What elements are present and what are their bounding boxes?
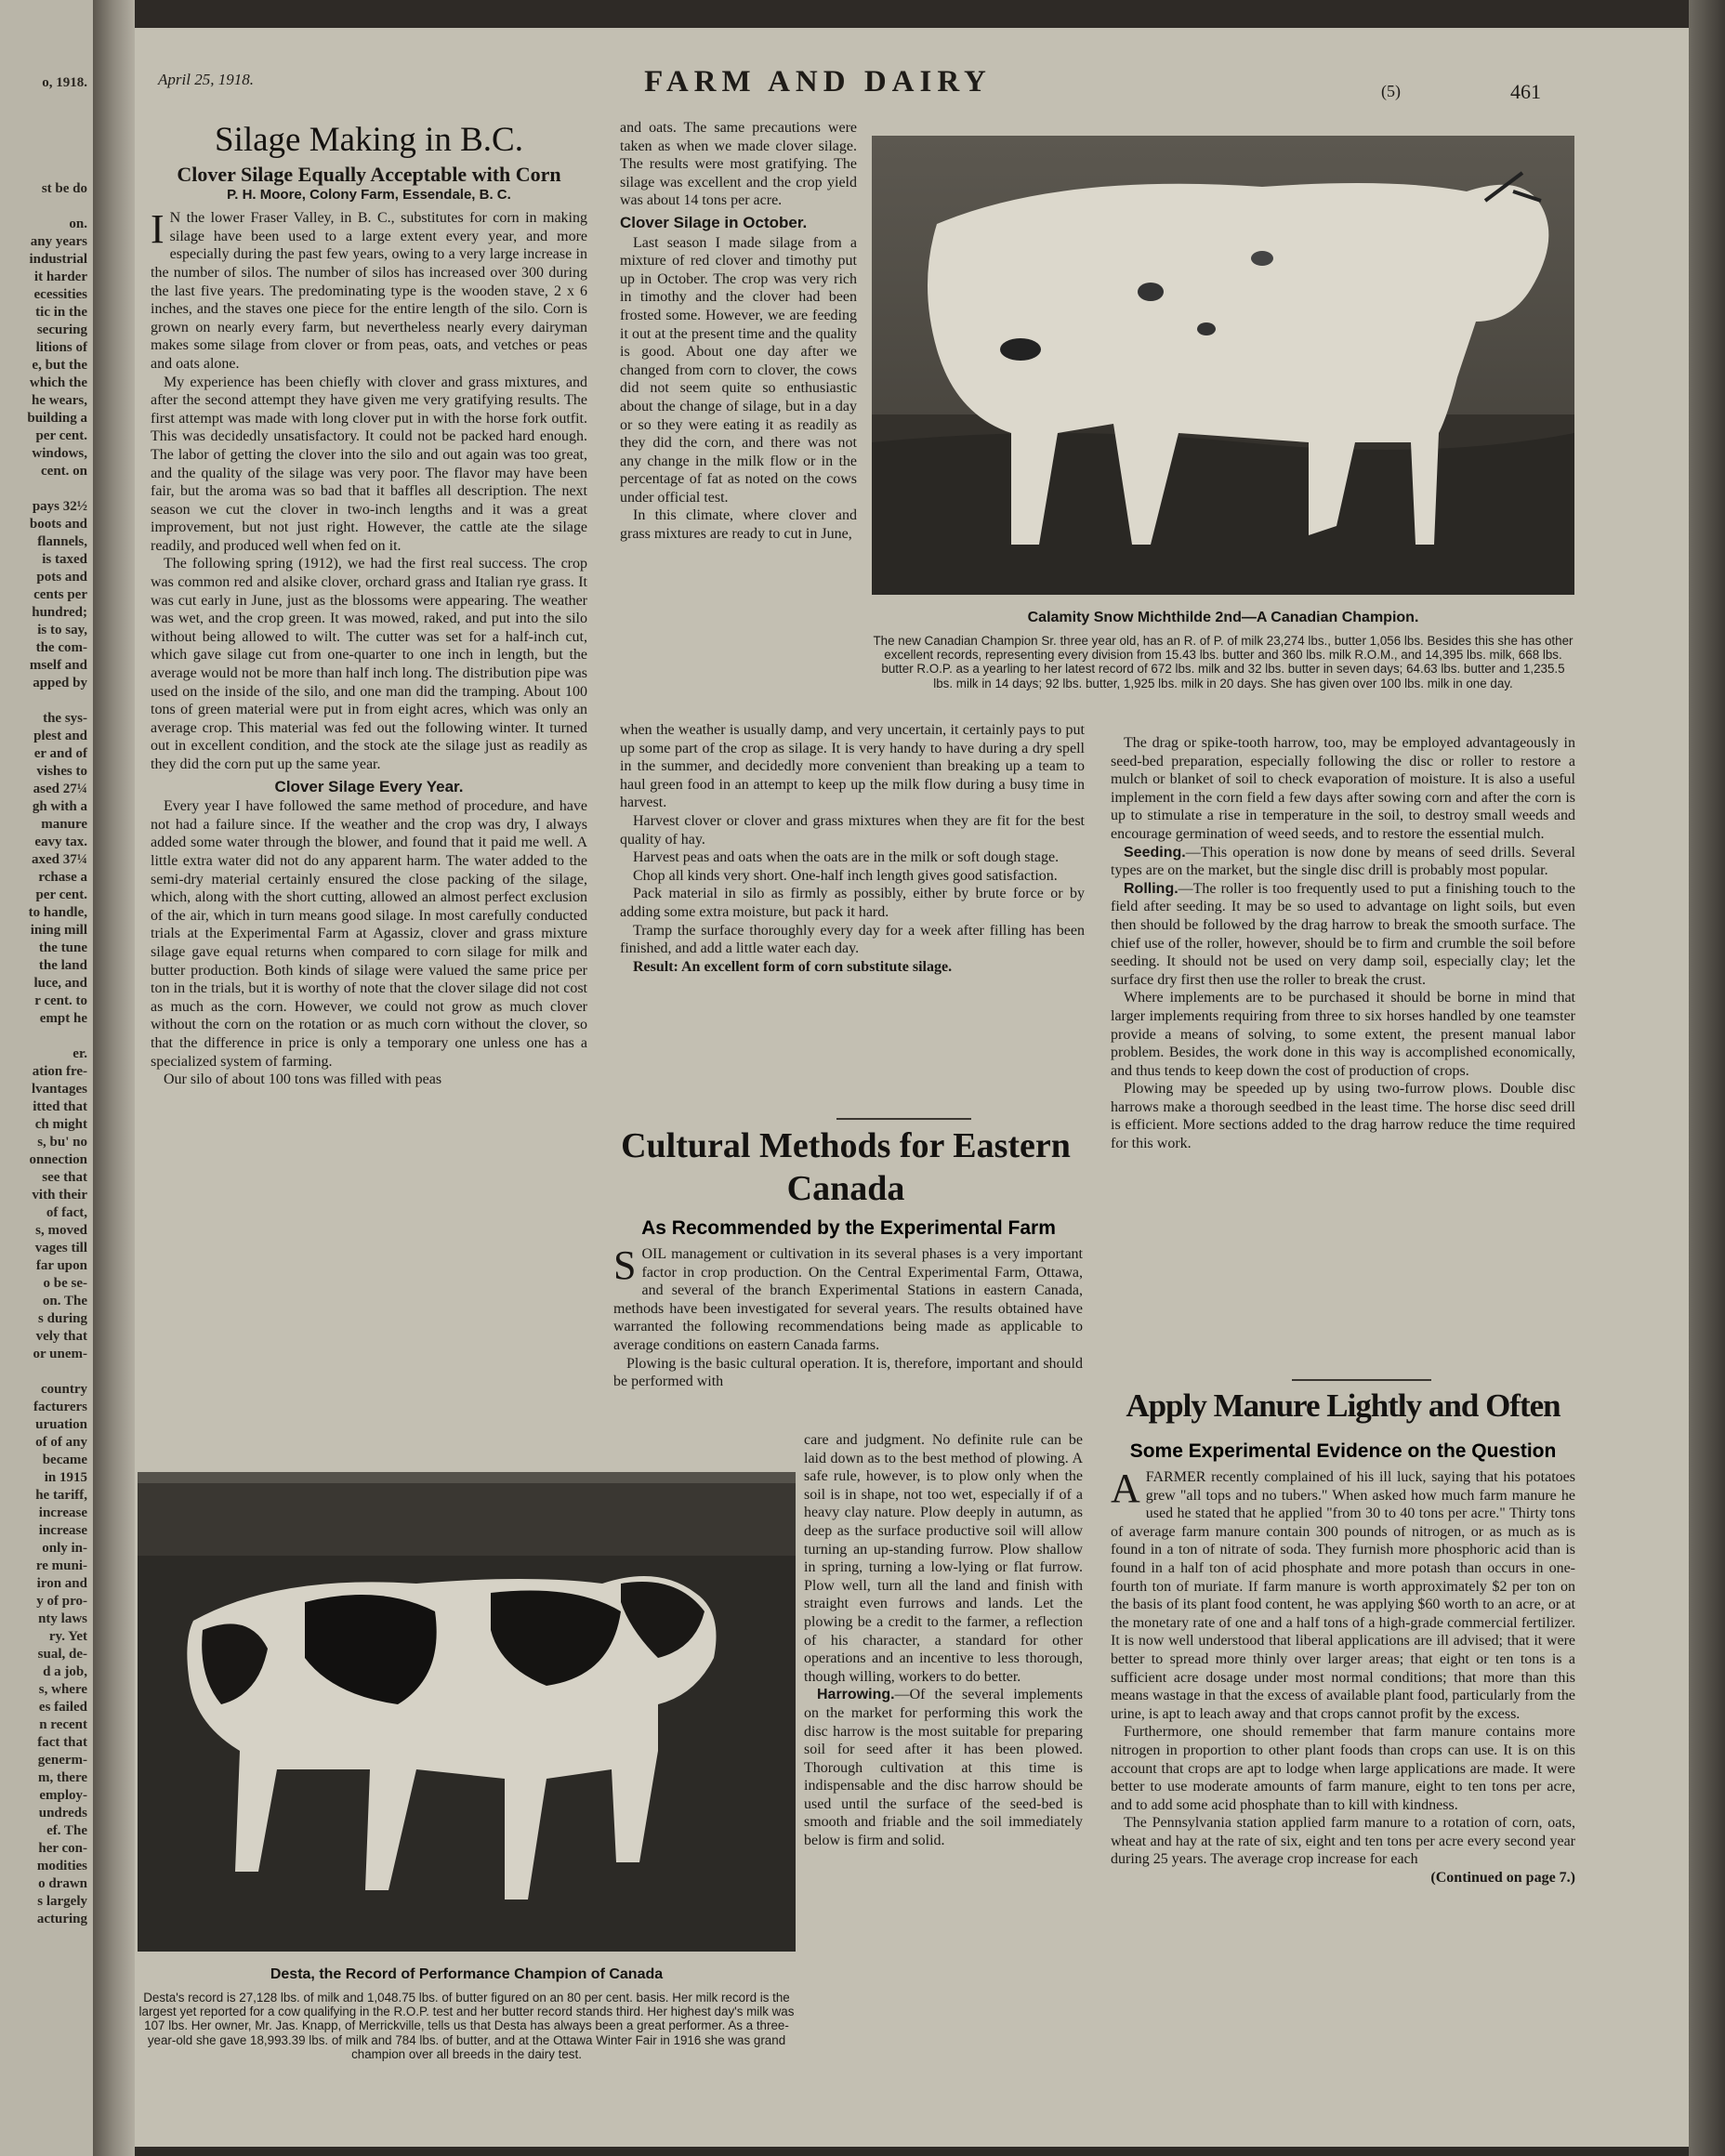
paragraph: Chop all kinds very short. One-half inch length gives good satisfaction. (633, 867, 1058, 884)
paragraph: when the weather is usually damp, and very uncertain, it certainly pays to put up some part of the crop as silage. It is very handy to have during a dry spell in the summer, and decidedly more convenient than breaking up a team to haul green food in an attempt to keep up the milk flow during a busy time in harvest. (620, 722, 1085, 811)
paragraph: Plowing is the basic cultural operation. It is, therefore, important and should be performed with (613, 1355, 1083, 1390)
previous-page-fragment: o be se- (43, 1276, 87, 1291)
previous-page-fragment: the com- (35, 640, 87, 655)
paragraph: Every year I have followed the same method of procedure, and have not had a failure since. If the weather and the crop was dry, I always added some water through the blower, and found that it paid me well. A little extra water did not do any apparent harm. The water added to the semi-dry material certainly ensured the close packing of the silage, which, along with the short cutting, allowed an almost perfect exclusion of the air, which in turn means good silage. In most carefully conducted trials at the Experimental Farm at Agassiz, clover and grass mixture silage gave equal returns when compared to corn silage for milk and butter production. Both kinds of silage were valued the same price per ton in the trials, but it is worthy of note that the clover silage did not cost as much as the corn. However, we could not grow as much clover without the corn on the rotation or as much corn without the clover, so that the difference in price is only a temporary one unless one has a specialized system of farming. (151, 798, 587, 1070)
previous-page-fragment: nty laws (38, 1611, 87, 1626)
paragraph: Tramp the surface thoroughly every day for a week after filling has been finished, and add a little water each day. (620, 922, 1085, 957)
previous-page-fragment: per cent. (35, 428, 87, 443)
article-cultural-column-right (1111, 734, 1575, 1375)
previous-page-fragment: s, bu' no (37, 1135, 87, 1150)
cow-illustration (872, 136, 1574, 595)
previous-page-fragment: facturers (33, 1400, 87, 1414)
page-number: 461 (1510, 80, 1541, 103)
divider-rule (1292, 1379, 1431, 1381)
previous-page-fragment: ry. Yet (48, 1629, 87, 1644)
photo-caption-title: Desta, the Record of Performance Champion of Canada (270, 1966, 664, 1982)
previous-page-fragment: vith their (32, 1188, 87, 1203)
previous-page-fragment: ased 27¼ (33, 782, 87, 796)
previous-page-fragment: it harder (33, 270, 87, 284)
previous-page-fragment: on. The (42, 1294, 87, 1308)
article-cultural-headline: Cultural Methods for Eastern Canada (621, 1126, 1071, 1208)
paragraph: Furthermore, one should remember that farm manure contains more nitrogen in proportion to other plant foods than crops can use. It is on this account that crops are apt to lodge when large applications are made. It were better to use moderate amounts of farm manure, eight to ten tons per acre, and to add some acid phosphate than to kill with kindness. (1111, 1724, 1575, 1813)
previous-page-fragment: hundred; (32, 605, 87, 620)
previous-page-fragment: industrial (29, 252, 87, 267)
paragraph: Harvest clover or clover and grass mixtures when they are fit for the best quality of hay. (620, 812, 1085, 848)
article-silage-headline: Silage Making in B.C. (215, 121, 523, 159)
previous-page-fragment: s largely (37, 1894, 87, 1909)
paragraph: and oats. The same precautions were taken as when we made clover silage. The results were most gratifying. The silage was excellent and the crop yield was about 14 tons per acre. (620, 120, 857, 209)
paragraph: —This operation is now done by means of seed drills. Several types are on the market, but the single disc drill is probably most popular. (1111, 844, 1575, 879)
previous-page-fragment: ch might (34, 1117, 87, 1132)
previous-page-fragment: axed 37¼ (32, 852, 87, 867)
previous-page-fragment: pots and (36, 570, 87, 585)
previous-page-fragment: or unem- (33, 1347, 87, 1361)
previous-page-fragment: tic in the (35, 305, 87, 320)
previous-page-fragment: empt he (39, 1011, 87, 1026)
previous-page-fragment: plest and (33, 729, 87, 743)
previous-page-fragment: flannels, (37, 534, 87, 549)
previous-page-fragment: is to say, (37, 623, 87, 638)
paragraph: The following spring (1912), we had the first real success. The crop was common red and alsike clover, orchard grass and Italian rye grass. It was cut early in June, just as the blossoms were appearing. The weather was wet, and the crop green. It was mowed, raked, and put into the silo without being allowed to wilt. The cutter was set for a half-inch cut, which gave silage cut from one-quarter to one inch in length, but the average would not be more than half inch long. The distribution pipe was used on the inside of the silo, and one man did the tramping. About 100 tons of green material were put in from eight acres, which was only an average crop. This material was fed out the following winter. It turned out in excellent condition, and the stock ate the silage just as readily as they did the corn put up the same year. (151, 556, 587, 772)
inline-label-seeding: Seeding. (1124, 844, 1186, 861)
previous-page-fragment: per cent. (35, 887, 87, 902)
previous-page-fragment: y of pro- (36, 1594, 87, 1609)
previous-page-fragment: eavy tax. (34, 835, 87, 849)
previous-page-fragment: to handle, (28, 905, 87, 920)
previous-page-fragment: the sys- (43, 711, 87, 726)
previous-page-fragment: fact that (37, 1735, 87, 1750)
previous-page-fragment: re muni- (35, 1558, 87, 1573)
article-manure-headline: Apply Manure Lightly and Often (1126, 1387, 1560, 1424)
previous-page-fragment: only in- (42, 1541, 87, 1556)
previous-page-fragment (0, 92, 93, 110)
issue-date: April 25, 1918. (158, 71, 254, 88)
article-silage-column-1 (151, 119, 587, 1420)
previous-page-fragment: he tariff, (35, 1488, 87, 1503)
previous-page-fragment: acturing (36, 1912, 87, 1926)
paragraph: —The roller is too frequently used to put a finishing touch to the field after seeding. It may be so used to advantage on light soils, but even then should be followed by the drag harrow to break the smooth surface. The chief use of the roller, however, should be to firm and crumble the soil before seeding. It should not be used on very damp soil, especially clay; let the surface dry first then use the roller to break the crust. (1111, 880, 1575, 988)
previous-page-fragment: increase (38, 1505, 87, 1520)
previous-page-fragment: o drawn (38, 1876, 87, 1891)
divider-rule (836, 1118, 971, 1120)
article-silage-byline: P. H. Moore, Colony Farm, Essendale, B. C. (227, 186, 511, 203)
previous-page-fragment: windows, (32, 446, 87, 461)
previous-page-fragment: cents per (33, 587, 87, 602)
previous-page-fragment: litions of (35, 340, 87, 355)
dropcap-i: I (151, 206, 165, 253)
previous-page-fragment: vages till (34, 1241, 87, 1255)
article-silage-column-2 (620, 119, 857, 721)
previous-page-fragment: boots and (29, 517, 87, 532)
previous-page-fragment: cent. on (41, 464, 87, 479)
previous-page-fragment: increase (38, 1523, 87, 1538)
inline-label-rolling: Rolling. (1124, 880, 1179, 897)
binding-gutter (93, 0, 135, 2156)
previous-page-fragment: r cent. to (34, 993, 87, 1008)
previous-page-fragment: ation fre- (32, 1064, 87, 1079)
previous-page-fragment: e, but the (32, 358, 87, 373)
previous-page-fragment: iron and (36, 1576, 87, 1591)
previous-page-fragment: ining mill (30, 923, 87, 938)
previous-page-fragment: securing (36, 322, 87, 337)
previous-page-fragment (0, 692, 93, 710)
right-page-edge (1689, 0, 1725, 2156)
previous-page-fragment: pays 32½ (32, 499, 87, 514)
continued-note: (Continued on page 7.) (1430, 1870, 1575, 1886)
previous-page-fragment: es failed (38, 1700, 87, 1715)
previous-page-fragment: generm- (37, 1753, 87, 1768)
article-manure-body (1111, 1468, 1575, 2128)
previous-page-fragment (0, 110, 93, 127)
previous-page-fragment: employ- (39, 1788, 87, 1803)
previous-page-fragment (0, 163, 93, 180)
previous-page-fragment: ecessities (33, 287, 87, 302)
previous-page-fragment: sual, de- (37, 1647, 87, 1662)
previous-page-fragment (0, 127, 93, 145)
cow-illustration (138, 1472, 796, 1952)
paragraph: OIL management or cultivation in its several phases is a very important factor in crop production. On the Central Experimental Farm, Ottawa, and several of the branch Experimental Stations in eastern Canada, methods have been investigated for several years. The results obtained have warranted the following recommendations being made as applicable to average conditions on eastern Canada farms. (613, 1246, 1083, 1353)
photo-calamity-snow-michthilde (872, 136, 1574, 595)
previous-page-fragment: er. (72, 1046, 87, 1061)
previous-page-fragment (0, 198, 93, 216)
previous-page-fragment: of fact, (46, 1205, 87, 1220)
section-subhead: Clover Silage Every Year. (274, 777, 464, 795)
previous-page-fragment: apped by (33, 676, 87, 690)
previous-page-fragment: gh with a (32, 799, 87, 814)
previous-page-fragment: in 1915 (44, 1470, 87, 1485)
previous-page-fragment: is taxed (42, 552, 87, 567)
previous-page-edge (0, 0, 93, 2156)
dropcap-s: S (613, 1245, 637, 1288)
previous-page-fragment: o, 1918. (42, 75, 87, 90)
paragraph: N the lower Fraser Valley, in B. C., substitutes for corn in making silage have been used to a large extent every year, and more especially during the past few years, owing to a very large increase in the number of silos. The number of silos has increased over 300 during the last five years. The predominating type is the wooden stave, 2 x 6 inches, and the staves one piece for the entire length of the silo. Corn is grown on nearly every farm, but nevertheless nearly every dairyman makes some silage from clover or from peas, oats, and vetches or peas and oats alone. (151, 210, 587, 372)
previous-page-fragment: er and of (33, 746, 87, 761)
paragraph: Where implements are to be purchased it should be borne in mind that larger implements requiring from three to six horses handled by one teamster provide a means of solving, to some extent, the present manual labor problem. Besides, the work done in this way is accomplished economically, and thus tends to keep down the cost of production of crops. (1111, 990, 1575, 1079)
previous-page-fragment: country (41, 1382, 87, 1397)
paragraph: care and judgment. No definite rule can be laid down as to the best method of plowing. A safe rule, however, is to plow only when the soil is in shape, not too wet, especially if of a heavy clay nature. Plow deeply in autumn, as deep as the surface productive soil will allow turning an up-standing furrow. Plow shallow in spring, turning a low-lying or flat furrow. Plow well, turn all the land and finish with straight even furrows and lands. Let the plowing be a credit to the farmer, a reflection of his character, a standard for other operations and an incentive to less thorough, though willing, workers to do better. (804, 1432, 1083, 1685)
article-silage-recommendations (620, 721, 1085, 1121)
previous-page-fragment: luce, and (33, 976, 87, 991)
previous-page-fragment: far upon (35, 1258, 87, 1273)
paragraph: Last season I made silage from a mixture of red clover and timothy put up in October. The crop was very rich in timothy and the clover had been frosted some. However, we are feeding it out at the present time and the quality is good. About one day after we changed from corn to clover, the cows did not seem quite so enthusiastic about the change of silage, but in a day or so they were eating it as readily as they did the corn, and there was not any change in the milk flow or in the percentage of fat as noted on the cows under official test. (620, 234, 857, 506)
masthead-title: FARM AND DAIRY (644, 65, 992, 99)
previous-page-fragment: see that (42, 1170, 87, 1185)
previous-page-fragment: of of any (35, 1435, 87, 1450)
previous-page-fragment: itted that (33, 1099, 87, 1114)
photo-desta-champion (138, 1472, 796, 1952)
previous-page-fragment: mself and (29, 658, 87, 673)
photo-caption-body: Desta's record is 27,128 lbs. of milk and 1,048.75 lbs. of butter figured on an 80 per cent. basis. Her milk record is the largest yet reported for a cow qualifying in the R.O.P. test and her butter record stands third. Her highest day's milk was 107 lbs. Her owner, Mr. Jas. Knapp, of Merrickville, tells us that Desta has always been a great performer. As a three-year-old she gave 18,993.39 lbs. of milk and 784 lbs. of butter, and at the Ottawa Winter Fair in 1916 she was grand champion over all breeds in the dairy test. (138, 1991, 795, 2061)
previous-page-fragment (0, 480, 93, 498)
previous-page-fragment: the land (38, 958, 87, 973)
previous-page-fragment: modities (36, 1859, 87, 1873)
previous-page-fragment: m, there (37, 1770, 87, 1785)
previous-page-fragment: he wears, (32, 393, 87, 408)
previous-page-fragment: lvantages (32, 1082, 87, 1097)
article-cultural-subhead: As Recommended by the Experimental Farm (641, 1217, 1056, 1239)
section-subhead: Clover Silage in October. (620, 213, 808, 231)
previous-page-fragment: d a job, (43, 1664, 87, 1679)
previous-page-fragment: vely that (35, 1329, 87, 1344)
paragraph: The Pennsylvania station applied farm manure to a rotation of corn, oats, wheat and hay at the rate of six, eight and ten tons per acre every second year during 25 years. The average crop increase for each (1111, 1815, 1575, 1868)
previous-page-fragment (0, 1028, 93, 1045)
article-silage-subhead: Clover Silage Equally Acceptable with Corn (177, 163, 561, 186)
previous-page-fragment: any years (30, 234, 87, 249)
previous-page-fragment: building a (27, 411, 87, 426)
previous-page-fragment: her con- (38, 1841, 87, 1856)
previous-page-fragment: onnection (29, 1152, 87, 1167)
previous-page-fragment: vishes to (36, 764, 87, 779)
previous-page-fragment: on. (69, 217, 87, 231)
paragraph: In this climate, where clover and grass mixtures are ready to cut in June, (620, 507, 857, 543)
paragraph: Pack material in silo as firmly as possibly, either by brute force or by adding some extra moisture, but pack it hard. (620, 886, 1085, 920)
dropcap-a: A (1111, 1468, 1140, 1511)
previous-page-fragment: s, moved (35, 1223, 87, 1238)
paragraph: —Of the several implements on the market for performing this work the disc harrow is the most suitable for preparing soil for seed after it has been plowed. Thorough cultivation at this time is indispensable and the disc harrow should be used until the surface of the seed-bed is smooth and friable and the soil immediately below is firm and solid. (804, 1687, 1083, 1849)
previous-page-fragment: st be do (41, 181, 87, 196)
previous-page-fragment: uruation (35, 1417, 87, 1432)
previous-page-fragment: s during (38, 1311, 87, 1326)
previous-page-fragment: n recent (39, 1717, 87, 1732)
previous-page-fragment: s, where (38, 1682, 87, 1697)
paragraph: My experience has been chiefly with clover and grass mixtures, and after the second attempt they have given me very gratifying results. The first attempt was made with long clover put in with the horse fork outfit. This was decidedly unsatisfactory. It could not be packed hard enough. The labor of getting the clover into the silo and out again was too great, and the quality of the silage was very poor. The flavor may have been fair, but the aroma was so bad that it baffles all description. The next season we cut the clover in two-inch lengths and it was a great improvement, but not just right. However, the cattle ate the silage readily, and produced well when fed on it. (151, 374, 587, 554)
section-number: (5) (1381, 82, 1401, 100)
paragraph: Harvest peas and oats when the oats are in the milk or soft dough stage. (633, 849, 1060, 866)
previous-page-fragment: ef. The (46, 1823, 87, 1838)
paragraph: Plowing may be speeded up by using two-furrow plows. Double disc harrows make a thorough seedbed in the least time. The horse disc seed drill is efficient. More sections added to the drag harrow reduce the time required for this work. (1111, 1081, 1575, 1152)
article-cultural-column-narrow (804, 1431, 1083, 2137)
article-cultural-header (604, 1124, 1087, 1227)
previous-page-fragment: undreds (38, 1806, 87, 1821)
inline-label-harrowing: Harrowing. (817, 1687, 895, 1703)
previous-page-fragment: the tune (38, 940, 87, 955)
article-manure-subhead: Some Experimental Evidence on the Question (1129, 1440, 1557, 1462)
article-cultural-intro (613, 1245, 1083, 1431)
previous-page-fragment (0, 145, 93, 163)
paragraph: FARMER recently complained of his ill luck, saying that his potatoes grew "all tops and no tubers." When asked how much farm manure he used he stated that he applied "from 30 to 40 tons per acre." Thirty tons of average farm manure contain 300 pounds of nitrogen, or as much as is found in a ton of nitrate of soda. They furnish more phosphoric acid than is found in a half ton of acid phosphate and more potash than occurs in one-fourth ton of muriate. If farm manure is worth approximately $2 per ton on the basis of its plant food content, he was applying $60 worth to an acre, or at the monetary rate of one and a half tons of a high-grade commercial fertilizer. It is now well understood that liberal applications are ill advised; that it were better to spread more thinly over larger areas; that eight or ten tons is a sufficient acre dosage under most normal conditions; that more than this means wastage in that the excess of available plant food, particularly from the urine, is apt to leach away and that crops cannot profit by the excess. (1111, 1469, 1575, 1722)
photo-caption-body: The new Canadian Champion Sr. three year old, has an R. of P. of milk 23,274 lbs., butter 1,056 lbs. Besides this she has other excellent records, representing every division from 15.43 lbs. butter and 360 lbs. milk R.O.M., and 14,395 lbs. milk, 668 lbs. butter R.O.P. as a yearling to her latest record of 672 lbs. milk and 32 lbs. butter in seven days; 64.63 lbs. butter and 1,235.5 lbs. milk in 14 days; 92 lbs. butter, 1,925 lbs. milk in 20 days. She has given over 100 lbs. milk in one day. (873, 634, 1574, 690)
previous-page-fragment: manure (41, 817, 87, 832)
previous-page-fragment (0, 1363, 93, 1381)
paragraph: The drag or spike-tooth harrow, too, may be employed advantageously in seed-bed preparation, especially following the disc or roller to restore a mulch or blanket of soil to check evaporation of moisture. It is also a useful implement in the corn field a few days after sowing corn and after the corn is up to stimulate a rise in temperature in the soil, to destroy small weeds and encourage germination of weed seeds, and to restore the essential mulch. (1111, 735, 1575, 842)
photo-caption-title: Calamity Snow Michthilde 2nd—A Canadian Champion. (1027, 610, 1419, 625)
previous-page-fragment: rchase a (38, 870, 87, 885)
previous-page-fragment: which the (29, 375, 87, 390)
paragraph: Result: An excellent form of corn substitute silage. (633, 958, 953, 975)
previous-page-fragment: became (42, 1453, 87, 1467)
paragraph: Our silo of about 100 tons was filled with peas (164, 1071, 442, 1088)
